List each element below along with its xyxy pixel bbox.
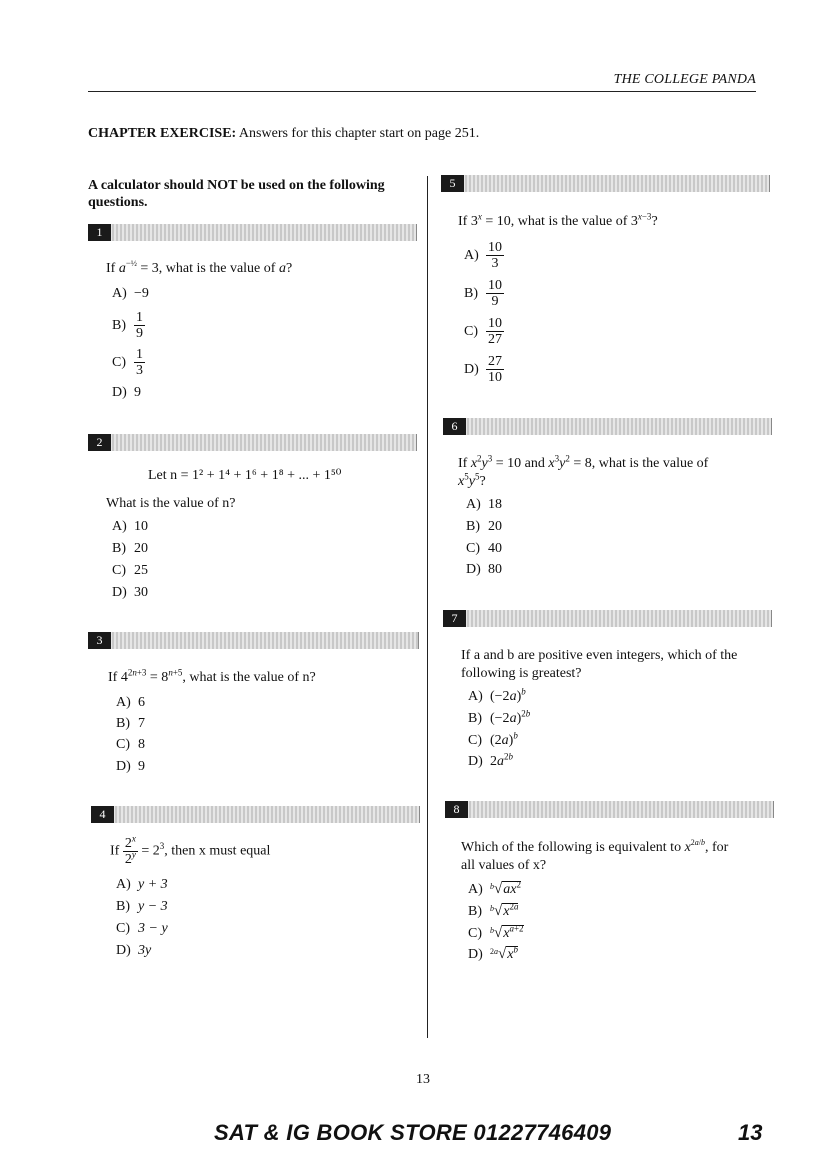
- question-5-number: 5: [441, 175, 464, 192]
- q2-choice-c[interactable]: C) 25: [112, 563, 148, 578]
- store-watermark: SAT & IG BOOK STORE 01227746409: [214, 1120, 612, 1145]
- question-3-text: If $4^{2n+3} = 8^{n+5}$, what is the value of n?: [108, 667, 316, 685]
- q4-choice-a[interactable]: A) y + 3: [116, 877, 168, 892]
- chapter-text: Answers for this chapter start on page 251.: [236, 126, 480, 141]
- question-8-number: 8: [445, 801, 468, 818]
- q1-choice-b[interactable]: B) $\frac{1}{9}$: [112, 310, 143, 341]
- chapter-exercise-line: [88, 126, 479, 142]
- q5-choice-c[interactable]: C) $\frac{10}{27}$: [464, 316, 502, 347]
- question-6-number: 6: [443, 418, 466, 435]
- q3-choice-b[interactable]: B) 7: [116, 716, 145, 731]
- q8-choice-d[interactable]: D) $^{2a}√x^b$: [468, 944, 518, 962]
- q3-choice-a[interactable]: A) 6: [116, 695, 145, 710]
- question-1-number: 1: [88, 224, 111, 241]
- q1-choice-c[interactable]: C) $\frac{1}{3}$: [112, 347, 143, 378]
- question-2-number: 2: [88, 434, 111, 451]
- question-8-bar: [445, 801, 774, 818]
- q7-choice-b[interactable]: B) $(-2a)^{2b}$: [468, 708, 531, 726]
- q2-choice-b[interactable]: B) 20: [112, 541, 148, 556]
- q5-choice-d[interactable]: D) $\frac{27}{10}$: [464, 354, 502, 385]
- q7-choice-c[interactable]: C) $(2a)^b$: [468, 730, 518, 748]
- q7-choice-a[interactable]: A) $(-2a)^b$: [468, 686, 526, 704]
- chapter-label: CHAPTER EXERCISE:: [88, 126, 237, 141]
- q5-choice-b[interactable]: B) $\frac{10}{9}$: [464, 278, 502, 309]
- q8-choice-c[interactable]: C) $^b√x^{a+2}$: [468, 923, 524, 941]
- q6-choice-d[interactable]: D) 80: [466, 562, 502, 577]
- question-4-number: 4: [91, 806, 114, 823]
- q4-choice-d[interactable]: D) 3y: [116, 943, 152, 958]
- question-4-text: If $\frac{2^x}{2^y}$ = $2^3$, then x must equal: [110, 833, 271, 867]
- question-7-bar: [443, 610, 772, 627]
- q5-choice-a[interactable]: A) $\frac{10}{3}$: [464, 240, 502, 271]
- q6-choice-b[interactable]: B) 20: [466, 519, 502, 534]
- q2-choice-d[interactable]: D) 30: [112, 585, 148, 600]
- q8-choice-a[interactable]: A) $^b√ax^2$: [468, 879, 521, 897]
- q7-choice-d[interactable]: D) $2a^{2b}$: [468, 751, 513, 769]
- question-2-stem: Let n = 1² + 1⁴ + 1⁶ + 1⁸ + ... + 1⁵⁰: [148, 468, 342, 483]
- question-2-question: What is the value of n?: [106, 496, 236, 511]
- q4-choice-c[interactable]: C) 3 − y: [116, 921, 168, 936]
- question-7-number: 7: [443, 610, 466, 627]
- q6-choice-c[interactable]: C) 40: [466, 541, 502, 556]
- question-1-text: If $a^{-\frac{1}{2}} = 3$, what is the value of a?: [106, 258, 293, 276]
- question-8-text: Which of the following is equivalent to $x^{2a/b}$, for all values of x?: [461, 838, 729, 873]
- question-5-text: If $3^x = 10$, what is the value of $3^{x-3}$?: [458, 211, 658, 229]
- q4-choice-b[interactable]: B) y − 3: [116, 899, 168, 914]
- footer-page-number: 13: [738, 1120, 763, 1145]
- question-7-text: If a and b are positive even integers, which of the following is greatest?: [461, 648, 738, 681]
- q3-choice-c[interactable]: C) 8: [116, 737, 145, 752]
- q1-choice-a[interactable]: A) −9: [112, 286, 149, 301]
- question-4-bar: [91, 806, 420, 823]
- q8-choice-b[interactable]: B) $^b√x^{2a}$: [468, 901, 519, 919]
- question-2-bar: [88, 434, 417, 451]
- question-5-bar: [441, 175, 770, 192]
- calculator-instructions: A calculator should NOT be used on the following questions.: [88, 178, 385, 210]
- header-rule: [88, 91, 756, 92]
- question-6-text: If $x^2y^3 = 10$ and $x^3y^2 = 8$, what is the value of $x^5y^5$?: [458, 453, 709, 489]
- question-6-bar: [443, 418, 772, 435]
- q6-choice-a[interactable]: A) 18: [466, 497, 502, 512]
- page-number: 13: [416, 1072, 430, 1087]
- question-3-number: 3: [88, 632, 111, 649]
- column-divider: [427, 176, 428, 1038]
- running-header: THE COLLEGE PANDA: [613, 72, 756, 87]
- question-1-bar: [88, 224, 417, 241]
- question-3-bar: [88, 632, 419, 649]
- q2-choice-a[interactable]: A) 10: [112, 519, 148, 534]
- q1-choice-d[interactable]: D) 9: [112, 385, 141, 400]
- q3-choice-d[interactable]: D) 9: [116, 759, 145, 774]
